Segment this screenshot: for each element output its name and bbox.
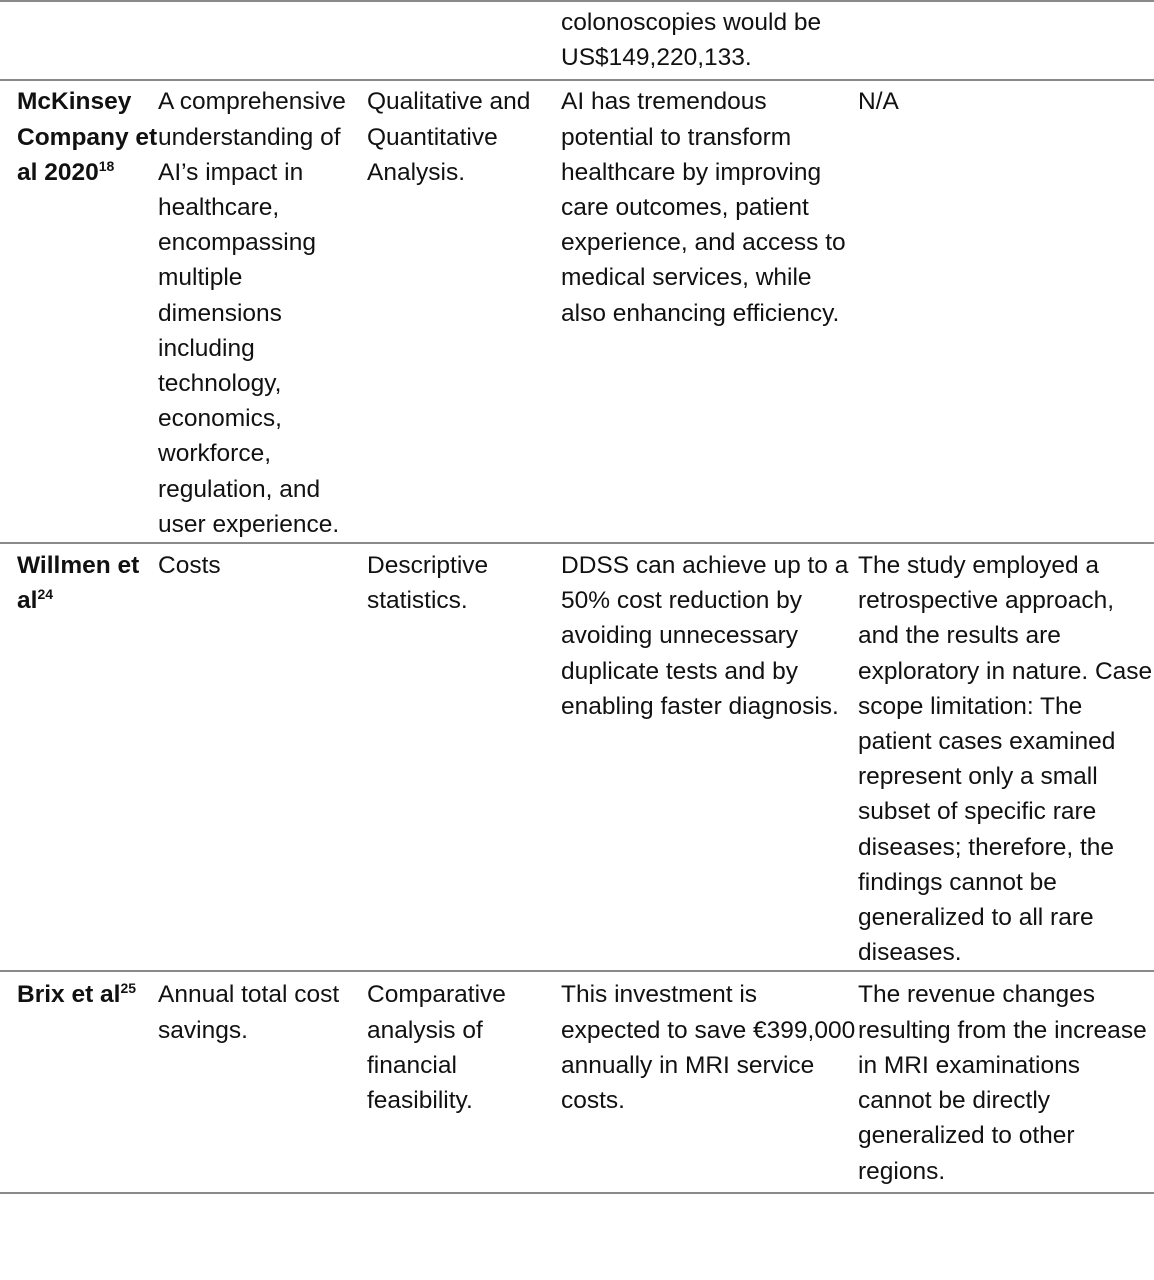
author-cell [0,543,158,971]
table-row [0,971,1154,1192]
author-reference: 25 [120,980,137,997]
findings-cell: AI has tremendous potential to transform healthcare by improving care outcomes, patient experience, and access to medical services, while also enhancing efficiency. [561,80,858,543]
outcome-cell [158,1,367,80]
author-cell [0,80,158,543]
limitations-cell [858,1,1154,80]
limitations-cell: The revenue changes resulting from the increase in MRI examinations cannot be directly generalized to other regions. [858,971,1154,1192]
method-cell: Descriptive statistics. [367,543,561,971]
author-name: Willmen et $al^{24}$ [17,552,140,615]
limitations-cell: N/A [858,80,1154,543]
table-row [0,80,1154,543]
method-cell [367,1,561,80]
author-reference: 24 [37,586,54,603]
outcome-cell: A comprehensive understanding of AI’s impact in healthcare, encompassing multiple dimensions including technology, economics, workforce, regulation, and user experience. [158,80,367,543]
method-cell: Comparative analysis of financial feasibility. [367,971,561,1192]
author-name: McKinsey Company et al 2020$^{18}$ [17,88,158,186]
findings-cell: This investment is expected to save €399,000 annually in MRI service costs. [561,971,858,1192]
author-cell [0,971,158,1192]
author-reference: 18 [98,157,115,174]
outcome-cell: Costs [158,543,367,971]
outcome-cell: Annual total cost savings. [158,971,367,1192]
author-cell [0,1,158,80]
author-name: Brix et $al^{25}$ [17,980,137,1009]
findings-cell: colonoscopies would be US$149,220,133. [561,1,858,80]
table-row [0,1,1154,80]
findings-cell: DDSS can achieve up to a 50% cost reduction by avoiding unnecessary duplicate tests and by enabling faster diagnosis. [561,543,858,971]
method-cell: Qualitative and Quantitative Analysis. [367,80,561,543]
table-row [0,543,1154,971]
limitations-cell: The study employed a retrospective approach, and the results are exploratory in nature. Case scope limitation: The patient cases examined represent only a small subset of specific rare diseases; therefore, the findings cannot be generalized to all rare diseases. [858,543,1154,971]
